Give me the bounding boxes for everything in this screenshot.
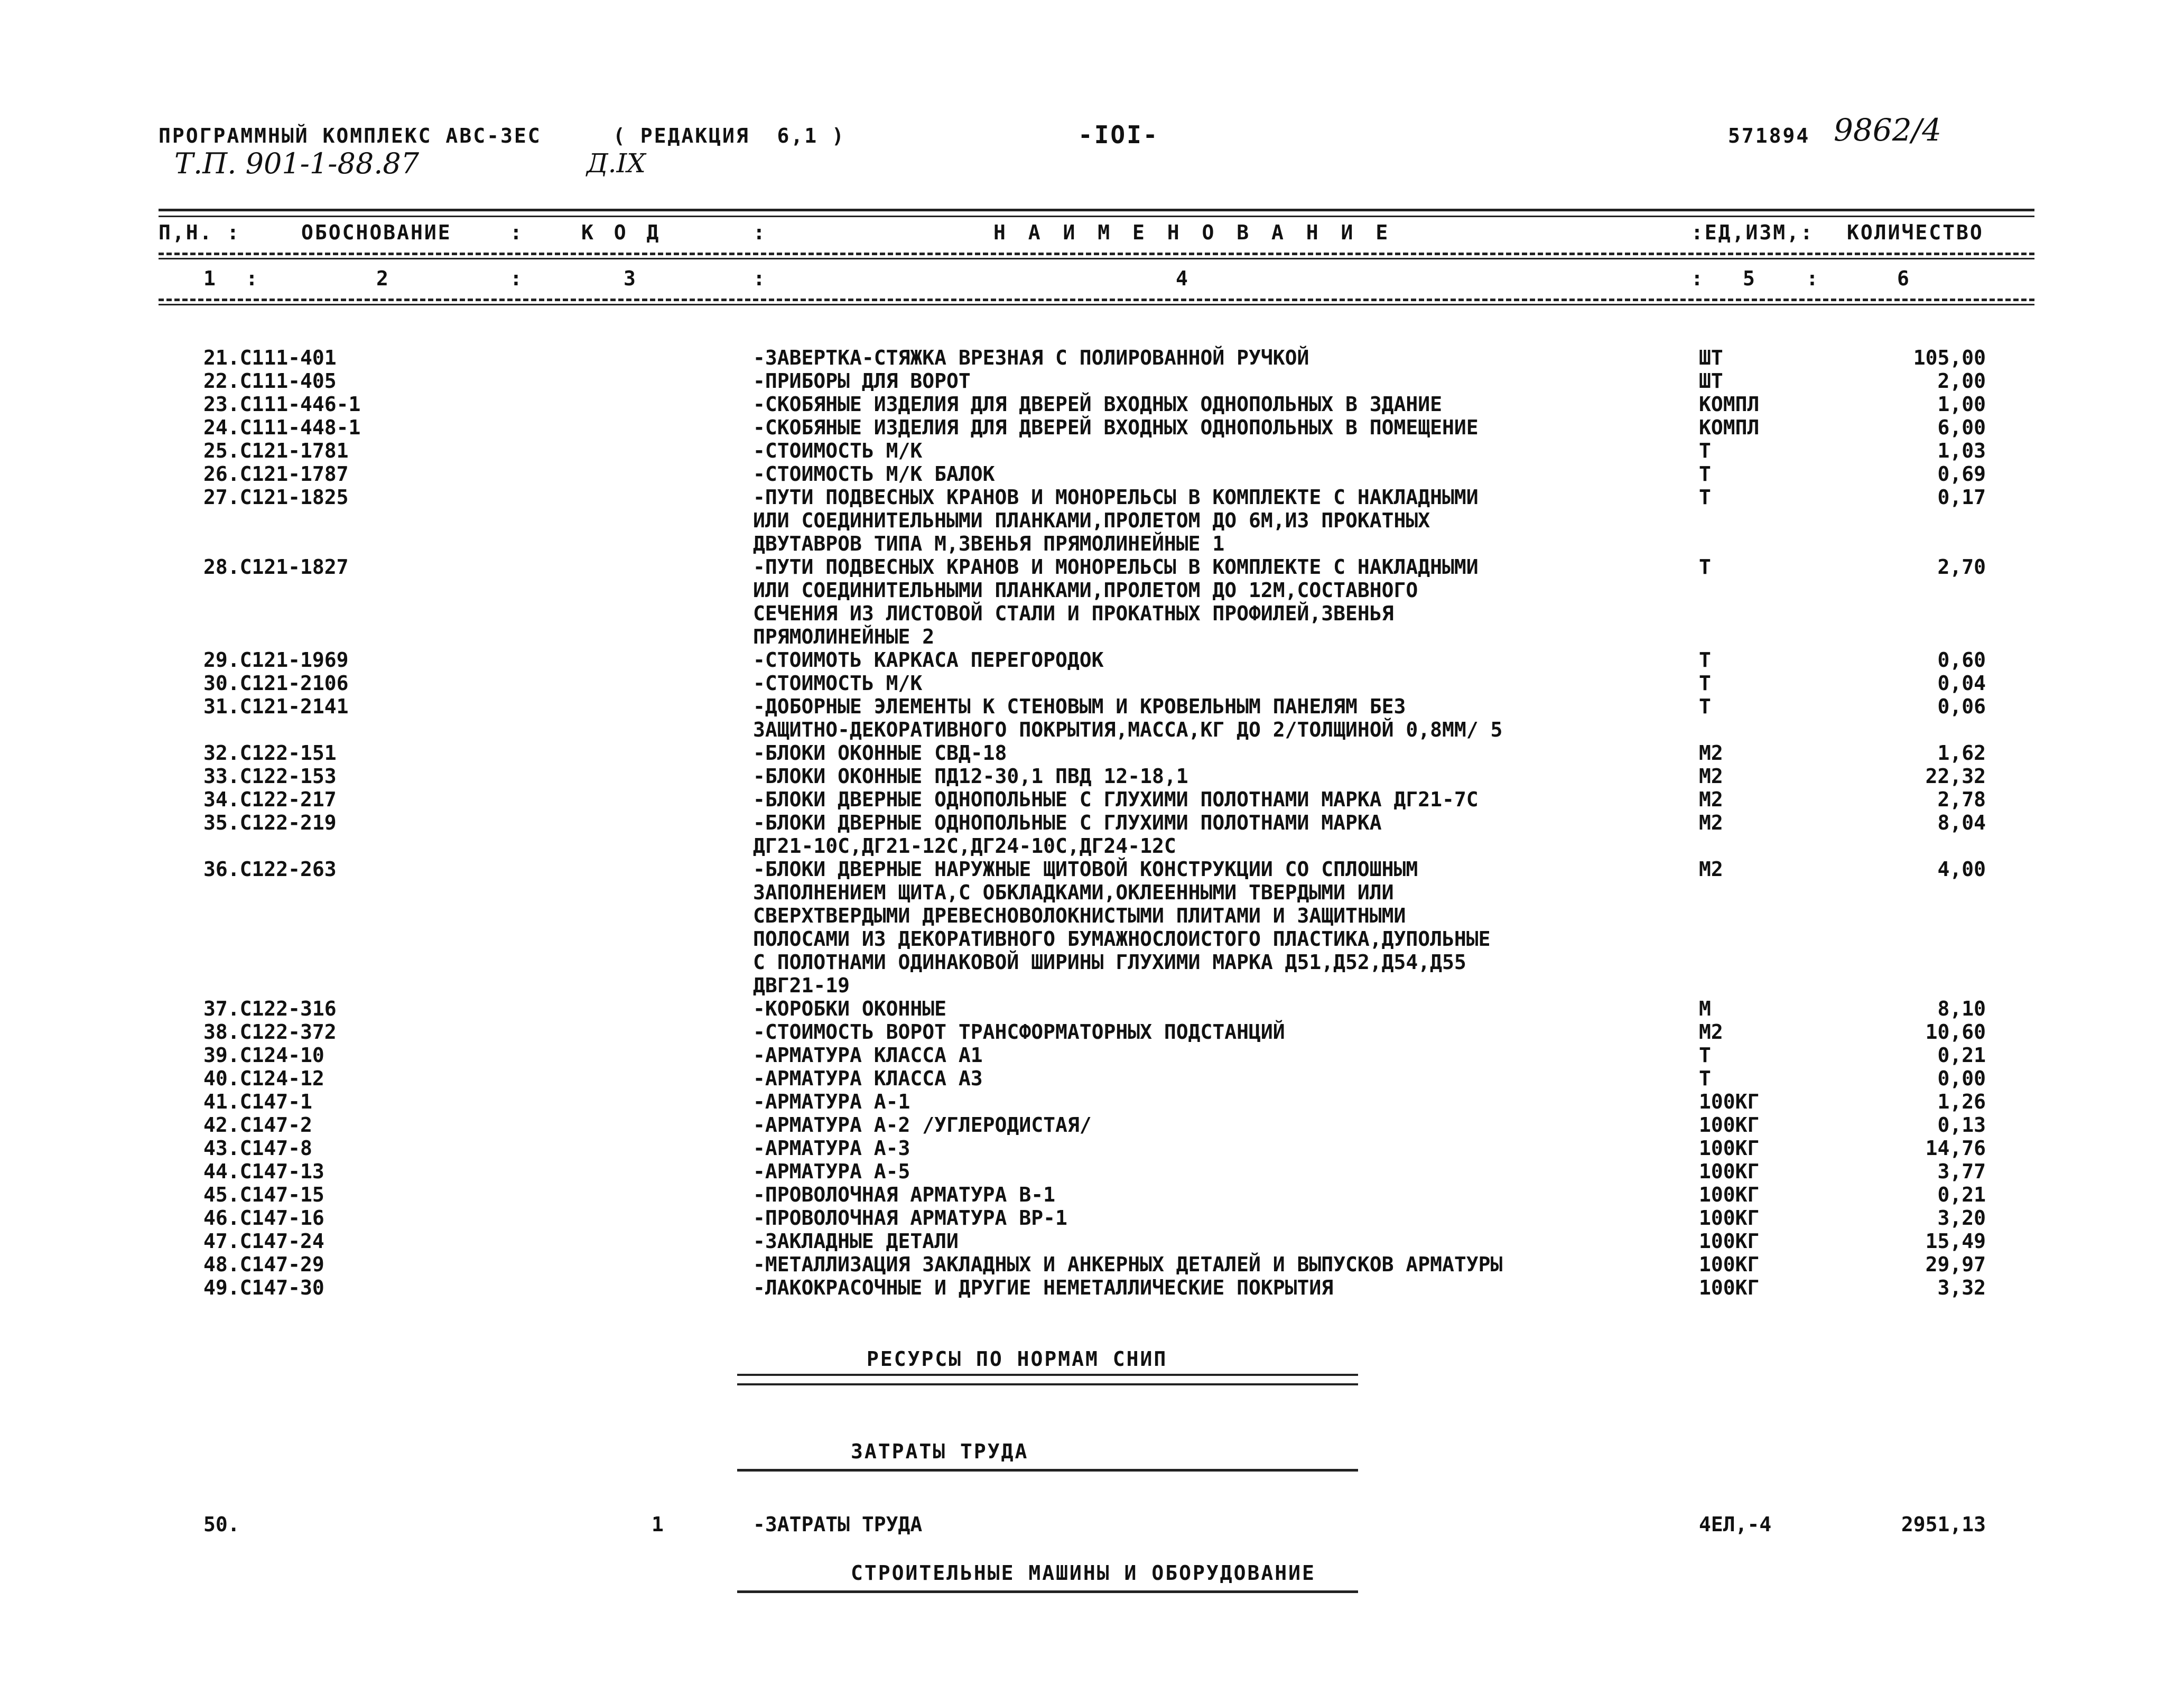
labor-row-name: -ЗАТРАТЫ ТРУДА bbox=[753, 1513, 923, 1536]
row-id: 27.С121-1825 bbox=[203, 486, 349, 509]
row-qty: 0,21 bbox=[1937, 1044, 1986, 1067]
row-qty: 1,62 bbox=[1937, 741, 1986, 765]
row-name: -АРМАТУРА КЛАССА А1 bbox=[753, 1044, 983, 1067]
col-num-6: 6 bbox=[1897, 267, 1913, 290]
row-qty: 29,97 bbox=[1925, 1253, 1986, 1276]
row-name: -БЛОКИ ДВЕРНЫЕ ОДНОПОЛЬНЫЕ С ГЛУХИМИ ПОЛОТНАМИ МАРКА ДГ21-10С,ДГ21-12С,ДГ24-10С,ДГ24-12С bbox=[753, 811, 1382, 858]
row-qty: 14,76 bbox=[1925, 1137, 1986, 1160]
row-name: -ДОБОРНЫЕ ЭЛЕМЕНТЫ К СТЕНОВЫМ И КРОВЕЛЬНЫМ ПАНЕЛЯМ БЕЗ ЗАЩИТНО-ДЕКОРАТИВНОГО ПОКРЫТИЯ,МАССА,КГ ДО 2/ТОЛЩИНОЙ 0,8ММ/ 5 bbox=[753, 695, 1503, 741]
row-unit: 100КГ bbox=[1699, 1183, 1760, 1206]
col-num-5: 5 bbox=[1743, 267, 1759, 290]
col-num-sep-3: : bbox=[753, 267, 769, 290]
row-id: 36.С122-263 bbox=[203, 858, 337, 881]
section-labor-underline bbox=[737, 1469, 1358, 1472]
row-id: 28.С121-1827 bbox=[203, 555, 349, 579]
section-labor-title: ЗАТРАТЫ ТРУДА bbox=[851, 1440, 1029, 1463]
row-name: -КОРОБКИ ОКОННЫЕ bbox=[753, 997, 947, 1020]
row-unit: М2 bbox=[1699, 741, 1723, 765]
row-unit: Т bbox=[1699, 486, 1711, 509]
row-qty: 22,32 bbox=[1925, 765, 1986, 788]
row-qty: 4,00 bbox=[1937, 858, 1986, 881]
row-id: 49.С147-30 bbox=[203, 1276, 324, 1299]
row-id: 21.С111-401 bbox=[203, 346, 337, 369]
row-name: -АРМАТУРА А-5 bbox=[753, 1160, 910, 1183]
row-unit: М2 bbox=[1699, 765, 1723, 788]
row-name: -ЛАКОКРАСОЧНЫЕ И ДРУГИЕ НЕМЕТАЛЛИЧЕСКИЕ ПОКРЫТИЯ bbox=[753, 1276, 1334, 1299]
album-mark: Д.IX bbox=[587, 148, 646, 179]
row-qty: 2,00 bbox=[1937, 369, 1986, 393]
row-unit: КОМПЛ bbox=[1699, 393, 1760, 416]
row-qty: 0,13 bbox=[1937, 1113, 1986, 1137]
row-name: -СТОИМОСТЬ М/К БАЛОК bbox=[753, 462, 995, 486]
row-unit: КОМПЛ bbox=[1699, 416, 1760, 439]
tp-label: Т.П. 901-1-88.87 bbox=[174, 147, 420, 180]
col-header-name: Н А И М Е Н О В А Н И Е bbox=[993, 221, 1393, 244]
col-num-3: 3 bbox=[624, 267, 640, 290]
edition-label: ( РЕДАКЦИЯ 6,1 ) bbox=[613, 124, 845, 147]
page-number: -IOI- bbox=[1078, 120, 1159, 149]
row-unit: 100КГ bbox=[1699, 1160, 1760, 1183]
row-id: 42.С147-2 bbox=[203, 1113, 312, 1137]
col-num-4: 4 bbox=[1176, 267, 1192, 290]
header-mid-rule-2 bbox=[159, 258, 2034, 259]
row-id: 40.С124-12 bbox=[203, 1067, 324, 1090]
row-id: 45.С147-15 bbox=[203, 1183, 324, 1206]
row-unit: 100КГ bbox=[1699, 1276, 1760, 1299]
row-name: -ПУТИ ПОДВЕСНЫХ КРАНОВ И МОНОРЕЛЬСЫ В КОМПЛЕКТЕ С НАКЛАДНЫМИ ИЛИ СОЕДИНИТЕЛЬНЫМИ ПЛАНКАМИ,ПРОЛЕТОМ ДО 12М,СОСТАВНОГО СЕЧЕНИЯ ИЗ ЛИСТОВОЙ СТАЛИ И ПРОКАТНЫХ ПРОФИЛЕЙ,ЗВЕНЬЯ ПРЯМОЛИНЕЙНЫЕ 2 bbox=[753, 555, 1479, 648]
labor-row-code: 1 bbox=[652, 1513, 664, 1536]
row-unit: 100КГ bbox=[1699, 1206, 1760, 1230]
row-qty: 2,78 bbox=[1937, 788, 1986, 811]
section-resources-title: РЕСУРСЫ ПО НОРМАМ СНИП bbox=[867, 1347, 1168, 1371]
row-name: -БЛОКИ ОКОННЫЕ СВД-18 bbox=[753, 741, 1007, 765]
row-id: 33.С122-153 bbox=[203, 765, 337, 788]
row-id: 37.С122-316 bbox=[203, 997, 337, 1020]
labor-row-id: 50. bbox=[203, 1513, 240, 1536]
row-unit: М2 bbox=[1699, 811, 1723, 834]
row-name: -СКОБЯНЫЕ ИЗДЕЛИЯ ДЛЯ ДВЕРЕЙ ВХОДНЫХ ОДНОПОЛЬНЫХ В ЗДАНИЕ bbox=[753, 393, 1443, 416]
row-name: -ПРОВОЛОЧНАЯ АРМАТУРА ВР-1 bbox=[753, 1206, 1067, 1230]
col-num-sep-1: : bbox=[246, 267, 262, 290]
row-name: -ПРОВОЛОЧНАЯ АРМАТУРА В-1 bbox=[753, 1183, 1055, 1206]
row-unit: М2 bbox=[1699, 1020, 1723, 1044]
row-unit: ШТ bbox=[1699, 346, 1723, 369]
row-qty: 15,49 bbox=[1925, 1230, 1986, 1253]
col-header-pn: П,Н. : bbox=[159, 221, 241, 244]
row-name: -СТОИМОСТЬ М/К bbox=[753, 672, 923, 695]
row-unit: 100КГ bbox=[1699, 1090, 1760, 1113]
row-name: -СТОИМОСТЬ М/К bbox=[753, 439, 923, 462]
col-header-sep2: : bbox=[753, 221, 769, 244]
col-header-unit: :ЕД,ИЗМ,: bbox=[1691, 221, 1814, 244]
row-unit: Т bbox=[1699, 555, 1711, 579]
row-id: 22.С111-405 bbox=[203, 369, 337, 393]
row-unit: М2 bbox=[1699, 788, 1723, 811]
row-unit: Т bbox=[1699, 1044, 1711, 1067]
row-name: -БЛОКИ ДВЕРНЫЕ ОДНОПОЛЬНЫЕ С ГЛУХИМИ ПОЛОТНАМИ МАРКА ДГ21-7С bbox=[753, 788, 1479, 811]
row-qty: 1,00 bbox=[1937, 393, 1986, 416]
row-name: -АРМАТУРА КЛАССА А3 bbox=[753, 1067, 983, 1090]
row-id: 35.С122-219 bbox=[203, 811, 337, 834]
row-id: 34.С122-217 bbox=[203, 788, 337, 811]
row-unit: 100КГ bbox=[1699, 1113, 1760, 1137]
doc-number: 571894 bbox=[1728, 124, 1810, 147]
row-id: 44.С147-13 bbox=[203, 1160, 324, 1183]
row-id: 31.С121-2141 bbox=[203, 695, 349, 718]
col-num-1: 1 bbox=[203, 267, 220, 290]
col-header-basis: ОБОСНОВАНИЕ bbox=[301, 221, 452, 244]
row-qty: 8,10 bbox=[1937, 997, 1986, 1020]
row-name: -СТОИМОСТЬ ВОРОТ ТРАНСФОРМАТОРНЫХ ПОДСТАНЦИЙ bbox=[753, 1020, 1285, 1044]
row-unit: ШТ bbox=[1699, 369, 1723, 393]
row-name: -МЕТАЛЛИЗАЦИЯ ЗАКЛАДНЫХ И АНКЕРНЫХ ДЕТАЛЕЙ И ВЫПУСКОВ АРМАТУРЫ bbox=[753, 1253, 1503, 1276]
row-name: -ПРИБОРЫ ДЛЯ ВОРОТ bbox=[753, 369, 971, 393]
row-name: -БЛОКИ ОКОННЫЕ ПД12-30,1 ПВД 12-18,1 bbox=[753, 765, 1188, 788]
row-id: 30.С121-2106 bbox=[203, 672, 349, 695]
row-id: 26.С121-1787 bbox=[203, 462, 349, 486]
row-unit: 100КГ bbox=[1699, 1137, 1760, 1160]
row-name: -ПУТИ ПОДВЕСНЫХ КРАНОВ И МОНОРЕЛЬСЫ В КОМПЛЕКТЕ С НАКЛАДНЫМИ ИЛИ СОЕДИНИТЕЛЬНЫМИ ПЛАНКАМИ,ПРОЛЕТОМ ДО 6М,ИЗ ПРОКАТНЫХ ДВУТАВРОВ ТИПА М,ЗВЕНЬЯ ПРЯМОЛИНЕЙНЫЕ 1 bbox=[753, 486, 1479, 555]
row-qty: 0,04 bbox=[1937, 672, 1986, 695]
row-unit: Т bbox=[1699, 439, 1711, 462]
row-name: -ЗАКЛАДНЫЕ ДЕТАЛИ bbox=[753, 1230, 959, 1253]
header-mid-rule bbox=[159, 253, 2034, 255]
header-bottom-rule-2 bbox=[159, 304, 2034, 305]
handwritten-code: 9862/4 bbox=[1834, 112, 1942, 148]
row-qty: 6,00 bbox=[1937, 416, 1986, 439]
row-id: 32.С122-151 bbox=[203, 741, 337, 765]
col-num-2: 2 bbox=[376, 267, 393, 290]
row-unit: 100КГ bbox=[1699, 1230, 1760, 1253]
labor-row-qty: 2951,13 bbox=[1901, 1513, 1986, 1536]
row-unit: Т bbox=[1699, 1067, 1711, 1090]
row-id: 29.С121-1969 bbox=[203, 648, 349, 672]
row-unit: 100КГ bbox=[1699, 1253, 1760, 1276]
row-name: -СТОИМОТЬ КАРКАСА ПЕРЕГОРОДОК bbox=[753, 648, 1104, 672]
row-unit: Т bbox=[1699, 672, 1711, 695]
row-qty: 0,60 bbox=[1937, 648, 1986, 672]
col-header-qty: КОЛИЧЕСТВО bbox=[1847, 221, 1984, 244]
section-resources-underline bbox=[737, 1374, 1358, 1385]
row-name: -АРМАТУРА А-2 /УГЛЕРОДИСТАЯ/ bbox=[753, 1113, 1092, 1137]
row-qty: 1,03 bbox=[1937, 439, 1986, 462]
row-qty: 3,77 bbox=[1937, 1160, 1986, 1183]
row-id: 43.С147-8 bbox=[203, 1137, 312, 1160]
row-qty: 2,70 bbox=[1937, 555, 1986, 579]
row-qty: 3,32 bbox=[1937, 1276, 1986, 1299]
top-rule bbox=[159, 209, 2034, 211]
row-unit: М2 bbox=[1699, 858, 1723, 881]
program-title: ПРОГРАММНЫЙ КОМПЛЕКС АВС-ЗЕС bbox=[159, 124, 542, 147]
row-qty: 3,20 bbox=[1937, 1206, 1986, 1230]
row-unit: М bbox=[1699, 997, 1711, 1020]
labor-row-unit: 4ЕЛ,-4 bbox=[1699, 1513, 1772, 1536]
row-name: -БЛОКИ ДВЕРНЫЕ НАРУЖНЫЕ ЩИТОВОЙ КОНСТРУКЦИИ СО СПЛОШНЫМ ЗАПОЛНЕНИЕМ ЩИТА,С ОБКЛАДКАМИ,ОКЛЕЕННЫМИ ТВЕРДЫМИ ИЛИ СВЕРХТВЕРДЫМИ ДРЕВЕСНОВОЛОКНИСТЫМИ ПЛИТАМИ И ЗАЩИТНЫМИ ПОЛОСАМИ ИЗ ДЕКОРАТИВНОГО БУМАЖНОСЛОИСТОГО ПЛАСТИКА,ДУПОЛЬНЫЕ С ПОЛОТНАМИ ОДИНАКОВОЙ ШИРИНЫ ГЛУХИМИ МАРКА Д51,Д52,Д54,Д55 ДВГ21-19 bbox=[753, 858, 1491, 997]
col-num-sep-4: : bbox=[1691, 267, 1707, 290]
row-id: 47.С147-24 bbox=[203, 1230, 324, 1253]
row-name: -АРМАТУРА А-3 bbox=[753, 1137, 910, 1160]
row-unit: Т bbox=[1699, 648, 1711, 672]
section-machines-underline bbox=[737, 1590, 1358, 1593]
row-qty: 1,26 bbox=[1937, 1090, 1986, 1113]
row-qty: 0,17 bbox=[1937, 486, 1986, 509]
row-qty: 0,06 bbox=[1937, 695, 1986, 718]
row-id: 23.С111-446-1 bbox=[203, 393, 361, 416]
row-name: -ЗАВЕРТКА-СТЯЖКА ВРЕЗНАЯ С ПОЛИРОВАННОЙ РУЧКОЙ bbox=[753, 346, 1309, 369]
row-qty: 105,00 bbox=[1913, 346, 1986, 369]
row-id: 46.С147-16 bbox=[203, 1206, 324, 1230]
row-qty: 0,21 bbox=[1937, 1183, 1986, 1206]
row-qty: 10,60 bbox=[1925, 1020, 1986, 1044]
section-machines-title: СТРОИТЕЛЬНЫЕ МАШИНЫ И ОБОРУДОВАНИЕ bbox=[851, 1561, 1316, 1585]
row-id: 39.С124-10 bbox=[203, 1044, 324, 1067]
row-id: 24.С111-448-1 bbox=[203, 416, 361, 439]
row-unit: Т bbox=[1699, 462, 1711, 486]
header-bottom-rule bbox=[159, 299, 2034, 301]
col-header-code: К О Д bbox=[581, 221, 663, 244]
col-num-sep-5: : bbox=[1806, 267, 1823, 290]
row-qty: 8,04 bbox=[1937, 811, 1986, 834]
row-name: -АРМАТУРА А-1 bbox=[753, 1090, 910, 1113]
row-id: 38.С122-372 bbox=[203, 1020, 337, 1044]
row-name: -СКОБЯНЫЕ ИЗДЕЛИЯ ДЛЯ ДВЕРЕЙ ВХОДНЫХ ОДНОПОЛЬНЫХ В ПОМЕЩЕНИЕ bbox=[753, 416, 1479, 439]
row-qty: 0,69 bbox=[1937, 462, 1986, 486]
top-rule-2 bbox=[159, 216, 2034, 217]
row-id: 48.С147-29 bbox=[203, 1253, 324, 1276]
row-qty: 0,00 bbox=[1937, 1067, 1986, 1090]
row-id: 25.С121-1781 bbox=[203, 439, 349, 462]
col-num-sep-2: : bbox=[510, 267, 526, 290]
row-id: 41.С147-1 bbox=[203, 1090, 312, 1113]
col-header-sep1: : bbox=[510, 221, 526, 244]
row-unit: Т bbox=[1699, 695, 1711, 718]
